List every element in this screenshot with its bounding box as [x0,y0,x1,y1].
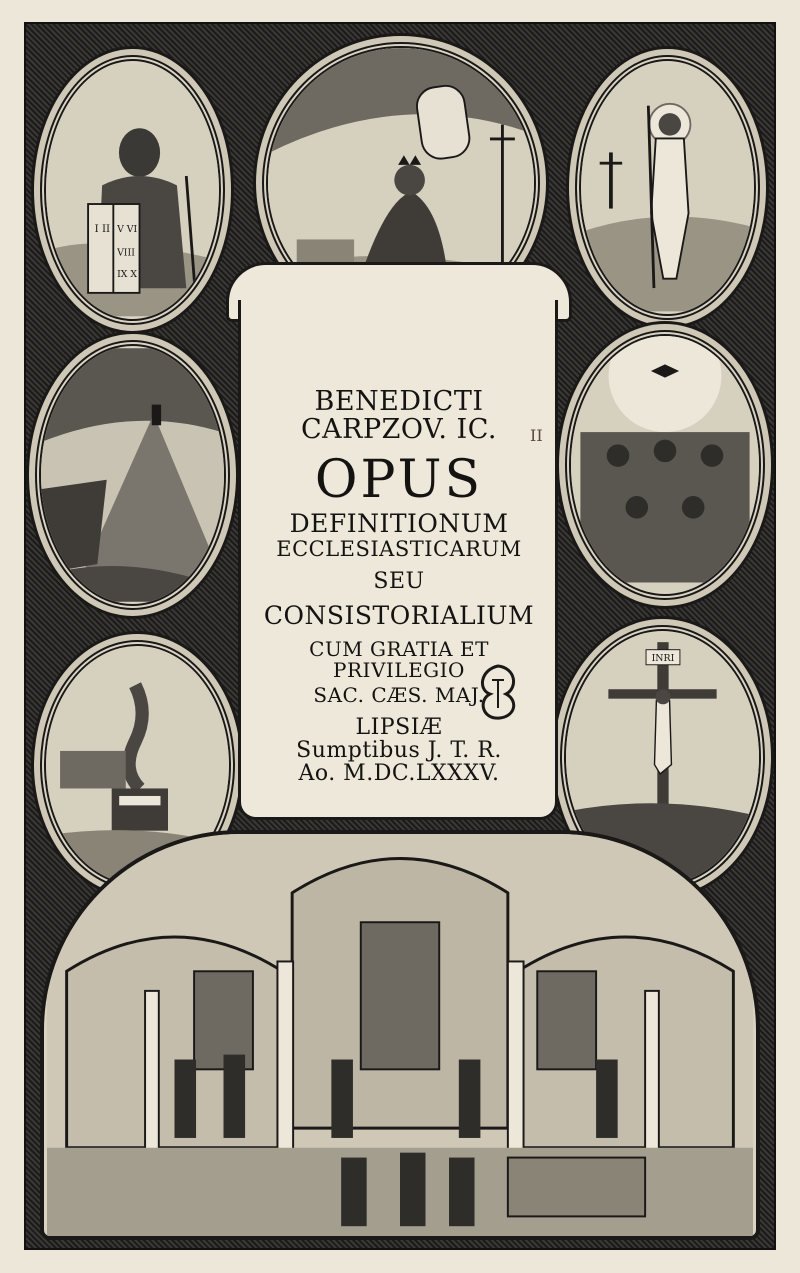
privilege-line: CUM GRATIA ET PRIVILEGIO [309,636,489,682]
svg-text:IX X: IX X [117,268,138,280]
medallion-moses-on-sinai [35,340,230,610]
sinai-engraving [41,346,224,604]
handwritten-volume-mark: II [530,426,543,445]
publisher-line: Sumptibus J. T. R. [296,738,502,764]
church-interior-scene [40,830,760,1240]
church-engraving [44,834,756,1236]
inri-inscription: INRI [651,653,675,664]
majesty-line: SAC. CÆS. MAJ. [313,682,485,707]
risen-christ-engraving [581,61,754,314]
definitionum-line: DEFINITIONUM [289,509,509,539]
consistorialium-line: CONSISTORIALIUM [263,600,535,630]
svg-text:V VI: V VI [117,224,138,236]
moses-engraving [46,61,219,319]
seu-line: SEU [373,568,425,594]
medallion-moses-with-tablets [40,55,225,325]
moses-tablet-text: I II [94,223,111,236]
date-line: Ao. M.DC.LXXXV. [298,761,500,787]
ecclesiasticarum-line: ECCLESIASTICARUM [276,536,522,561]
ownership-stamp-icon [470,660,526,726]
medallion-risen-christ [575,55,760,320]
svg-text:VIII: VIII [117,247,135,259]
place-line: LIPSIÆ [355,714,443,740]
opus-line: OPUS [314,449,484,510]
pentecost-engraving [571,336,759,594]
author-line: BENEDICTI CARPZOV. IC. [301,386,497,446]
medallion-pentecost [565,330,765,600]
